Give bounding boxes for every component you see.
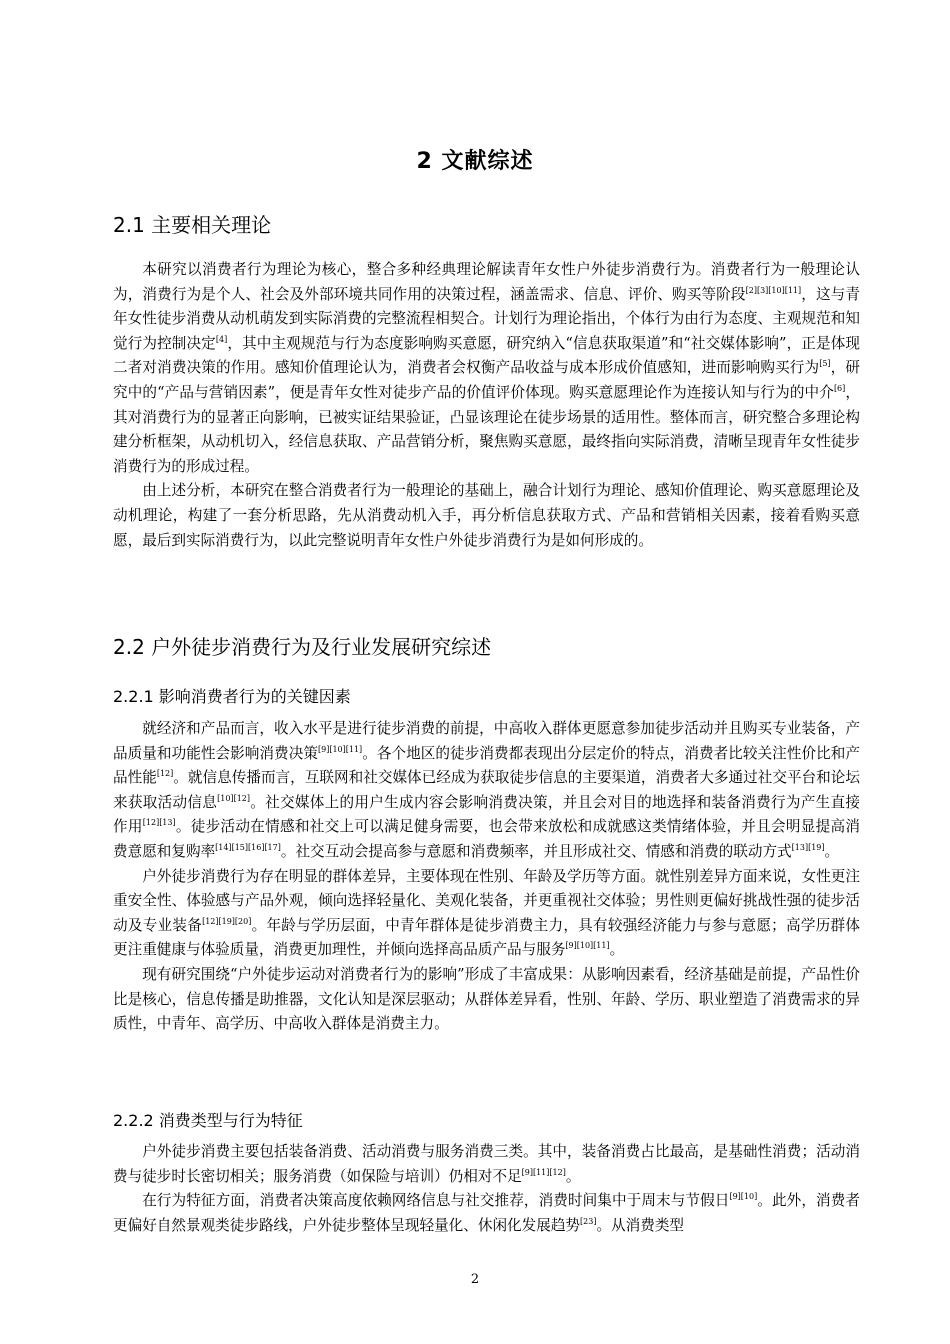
paragraph (113, 717, 860, 865)
citation: [2][3][10][11] (745, 285, 802, 295)
text-run: 户外徒步消费行为存在明显的群体差异，主要体现在性别、年龄及学历等方面。就性别差异方面来说，女性更注重安全性、体验感与产品外观，倾向选择轻量化、美观化装备，并更重视社交体验；男性则更偏好挑战性强的徒步活动及专业装备 (113, 867, 860, 934)
section-2-2-2-body (113, 1140, 860, 1238)
citation: [10][12] (217, 793, 250, 803)
section-heading-2-2: 2.2 户外徒步消费行为及行业发展研究综述 (113, 635, 492, 659)
paragraph (113, 1140, 860, 1189)
section-heading-2-1: 2.1 主要相关理论 (113, 213, 272, 237)
paragraph: 现有研究围绕“户外徒步运动对消费者行为的影响”形成了丰富成果：从影响因素看，经济基础是前提，产品性价比是核心，信息传播是助推器，文化认知是深层驱动；从群体差异看，性别、年龄、学历、职业塑造了消费需求的异质性，中青年、高学历、中高收入群体是消费主力。 (113, 965, 860, 1033)
citation: [9][10][11] (317, 744, 363, 754)
paragraph (113, 865, 860, 963)
citation: [9][10] (729, 1192, 758, 1202)
text-run: 。 (565, 1167, 581, 1185)
chapter-title: 2 文献综述 (416, 149, 534, 174)
citation: [12][13] (142, 818, 176, 828)
text-run: ，研究中的“产品与营销因素”，便是青年女性对徒步产品的价值评价体现。购买意愿理论作为连接认知与行为的中介 (113, 359, 860, 401)
citation: [12] (156, 769, 174, 779)
citation: [6] (833, 384, 846, 394)
text-run: 。年龄与学历层面，中青年群体是徒步消费主力，具有较强经济能力与参与意愿；高学历群体更注重健康与体验质量，消费更加理性，并倾向选择高品质产品与服务 (113, 916, 860, 959)
citation: [9][11][12] (521, 1167, 566, 1177)
text-run: 户外徒步消费主要包括装备消费、活动消费与服务消费三类。其中，装备消费占比最高，是基础性消费；活动消费与徒步时长密切相关；服务消费（如保险与培训）仍相对不足 (113, 1143, 860, 1185)
citation: [9][10][11] (565, 941, 610, 951)
text-run: 就经济和产品而言，收入水平是进行徒步消费的前提，中高收入群体更愿意参加徒步活动并且购买专业装备，产品质量和功能性会影响消费决策 (113, 720, 860, 762)
paragraph (113, 258, 860, 479)
text-run: 。此外，消费者更偏好自然景观类徒步路线，户外徒步整体呈现轻量化、休闲化发展趋势 (113, 1192, 860, 1234)
section-2-1-body (113, 258, 860, 553)
subsection-heading-2-2-2: 2.2.2 消费类型与行为特征 (113, 1111, 303, 1130)
citation: [12][19][20] (202, 916, 252, 926)
citation: [4] (215, 334, 228, 344)
text-run: 。 (824, 842, 840, 860)
text-run: ，其对消费行为的显著正向影响，已被实证结果验证，凸显该理论在徒步场景的适用性。整体而言，研究整合多理论构建分析框架，从动机切入，经信息获取、产品营销分析，聚焦购买意愿，最终指向实际消费，清晰呈现青年女性徒步消费行为的形成过程。 (113, 383, 860, 475)
paragraph: 由上述分析，本研究在整合消费者行为一般理论的基础上，融合计划行为理论、感知价值理论、购买意愿理论及动机理论，构建了一套分析思路，先从消费动机入手，再分析信息获取方式、产品和营销相关因素，接着看购买意愿，最后到实际消费行为，以此完整说明青年女性户外徒步消费行为是如何形成的。 (113, 482, 860, 549)
text-run: 。各个地区的徒步消费都表现出分层定价的特点，消费者比较关注性价比和产品性能 (113, 744, 860, 787)
citation: [14][15][16][17] (215, 843, 281, 853)
text-run: 。社交媒体上的用户生成内容会影响消费决策，并且会对目的地选择和装备消费行为产生直接作用 (113, 793, 860, 836)
text-run: ，这与青年女性徒步消费从动机萌发到实际消费的完整流程相契合。计划行为理论指出，个体行为由行为态度、主观规范和知觉行为控制决定 (113, 285, 860, 352)
text-run: ，其中主观规范与行为态度影响购买意愿，研究纳入“信息获取渠道”和“社交媒体影响”，正是体现二者对消费决策的作用。感知价值理论认为，消费者会权衡产品收益与成本形成价值感知，进而影响购买行为 (113, 334, 860, 377)
text-run: 。 (609, 941, 625, 959)
subsection-heading-2-2-1: 2.2.1 影响消费者行为的关键因素 (113, 687, 351, 706)
citation: [5] (819, 359, 831, 369)
paragraph (113, 1189, 860, 1238)
citation: [13][19] (791, 843, 825, 853)
text-run: 本研究以消费者行为理论为核心，整合多种经典理论解读青年女性户外徒步消费行为。消费者行为一般理论认为，消费行为是个人、社会及外部环境共同作用的决策过程，涵盖需求、信息、评价、购买等阶段 (113, 261, 860, 303)
section-2-2-1-body (113, 717, 860, 1037)
text-run: 。社交互动会提高参与意愿和消费频率，并且形成社交、情感和消费的联动方式 (280, 842, 792, 860)
citation: [23] (580, 1216, 597, 1226)
text-run: 。徒步活动在情感和社交上可以满足健身需要，也会带来放松和成就感这类情绪体验，并且会明显提高消费意愿和复购率 (113, 818, 860, 860)
page-number: 2 (470, 1272, 480, 1287)
text-run: 。就信息传播而言，互联网和社交媒体已经成为获取徒步信息的主要渠道，消费者大多通过社交平台和论坛来获取活动信息 (113, 769, 860, 811)
text-run: 。从消费类型 (596, 1216, 685, 1234)
text-run: 在行为特征方面，消费者决策高度依赖网络信息与社交推荐，消费时间集中于周末与节假日 (142, 1192, 730, 1210)
